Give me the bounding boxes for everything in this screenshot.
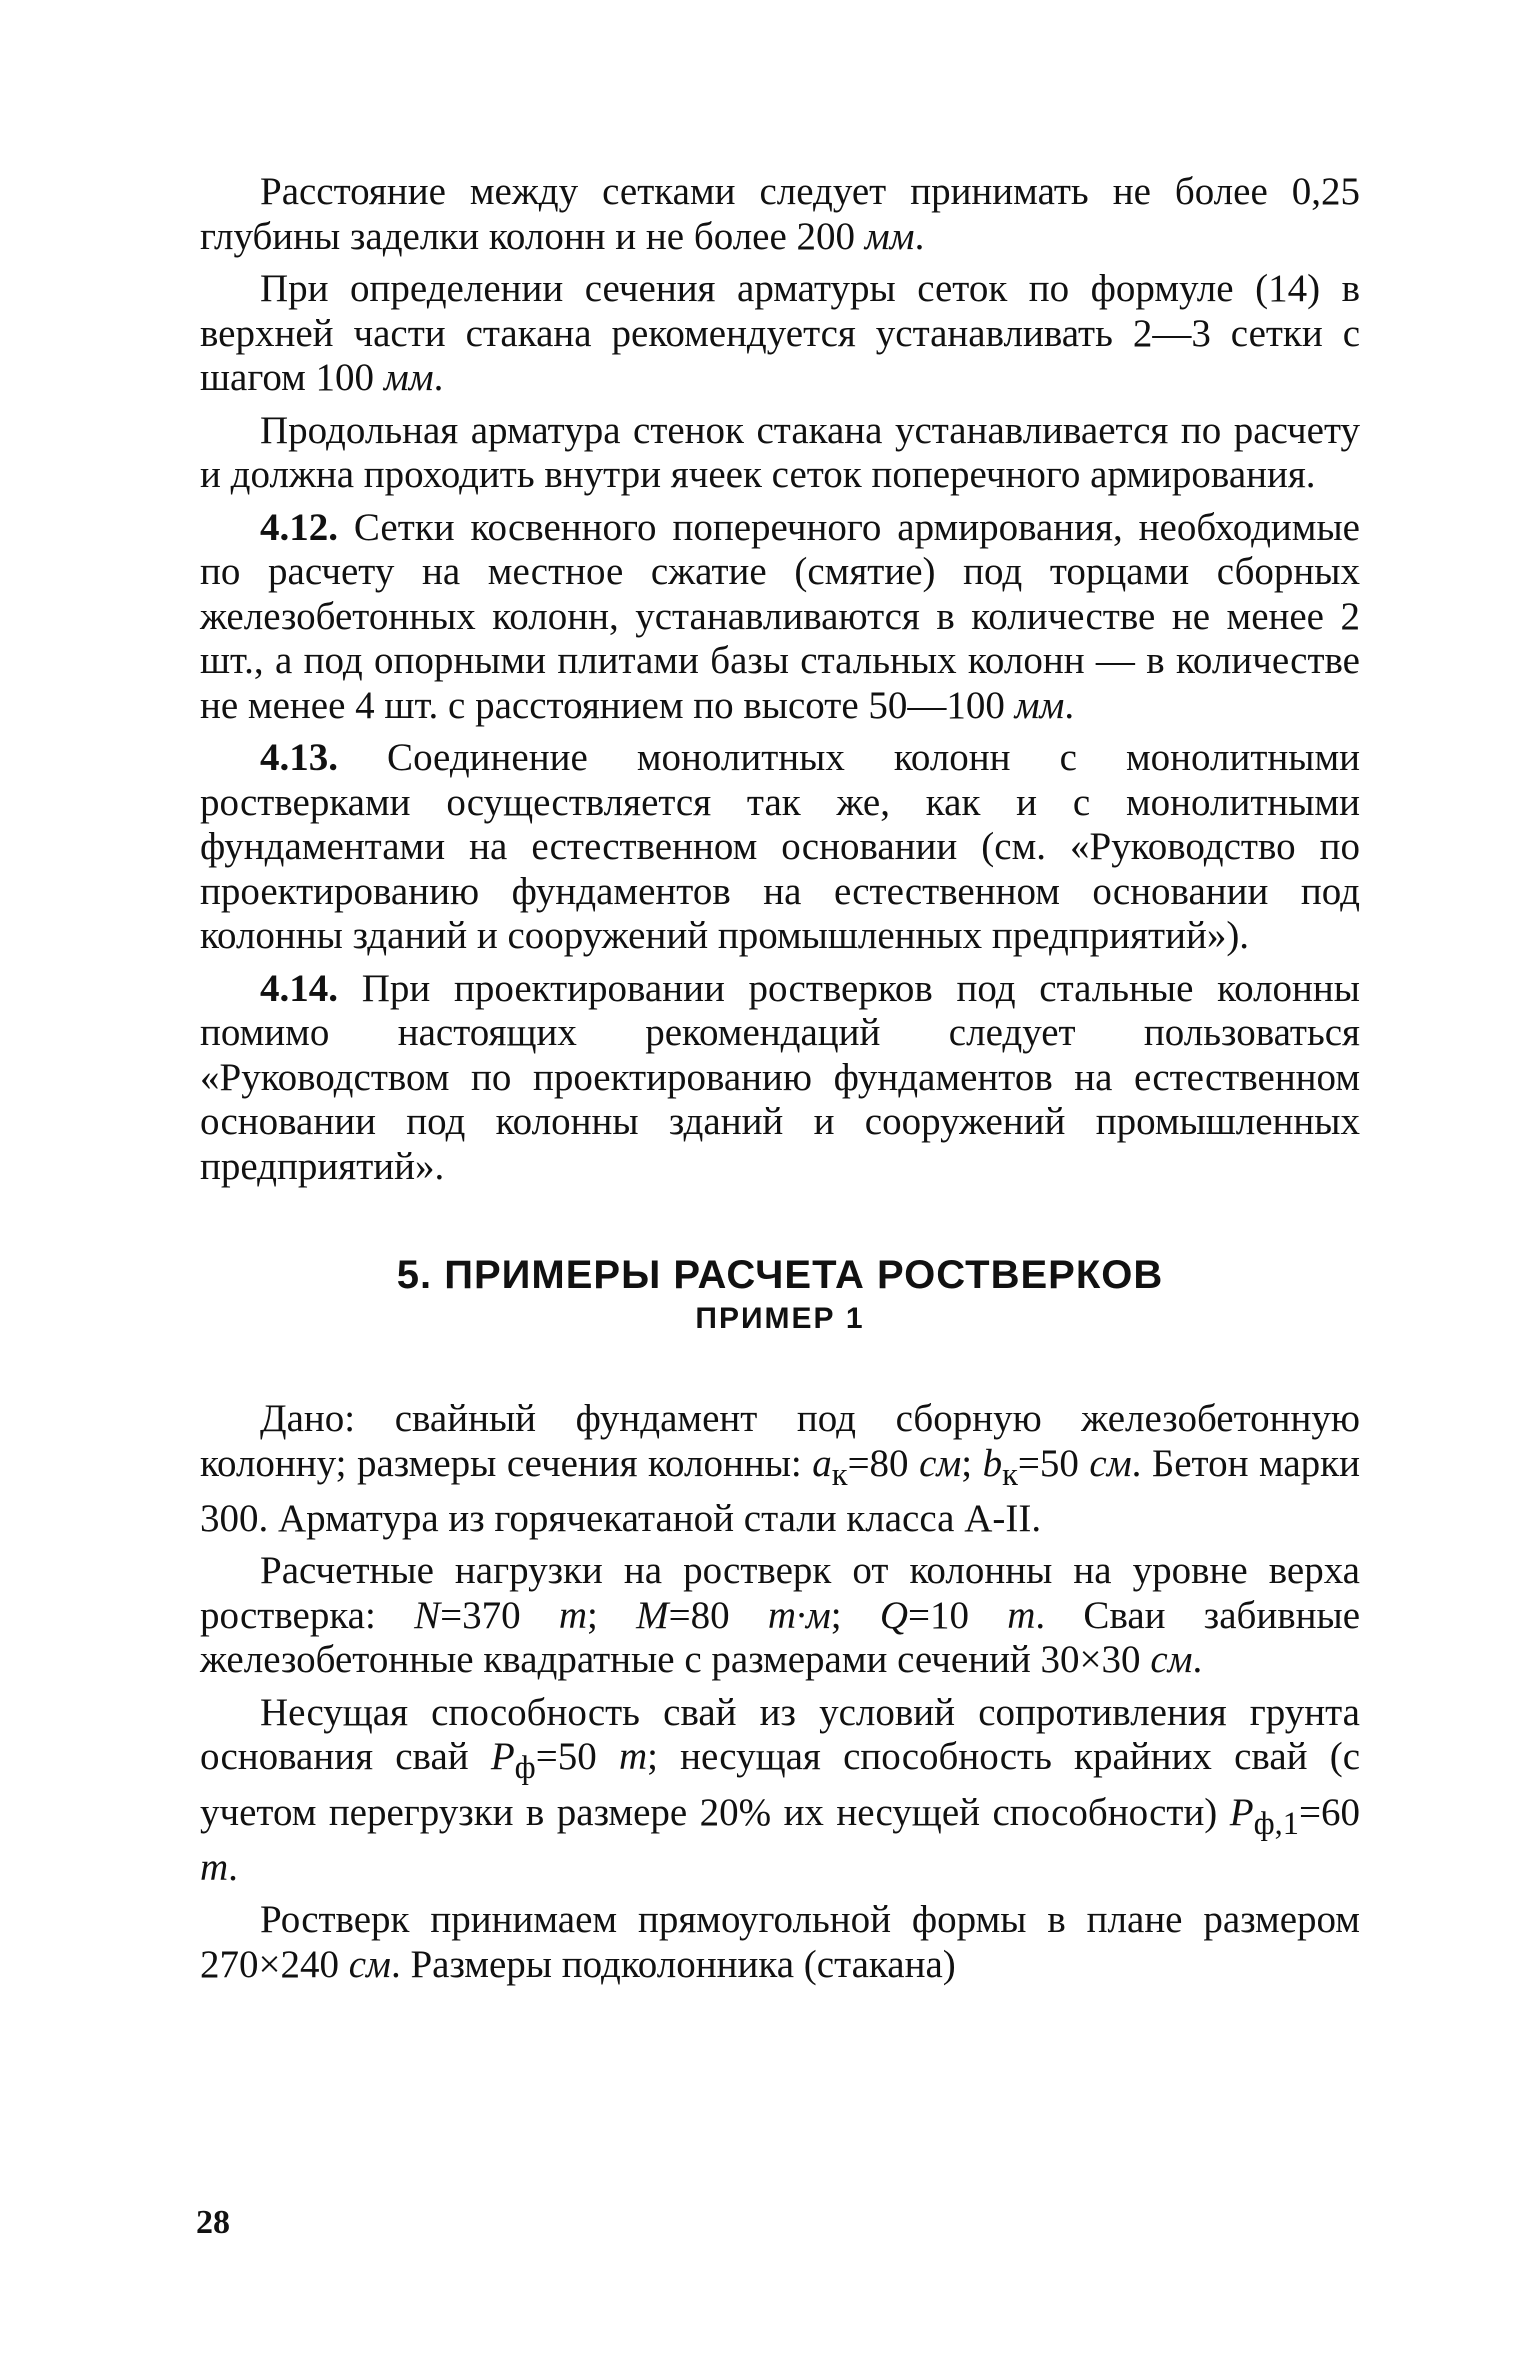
paragraph-grillage-shape: Ростверк принимаем прямоугольной формы в плане размером 270×240 см. Размеры подколонника (стакана)	[200, 1898, 1360, 1986]
document-page	[200, 170, 1360, 1995]
body-text	[200, 170, 1360, 1189]
page-number: 28	[196, 2204, 230, 2241]
paragraph-longitudinal-reinforcement: Продольная арматура стенок стакана устанавливается по расчету и должна проходить внутри ячеек сеток поперечного армирования.	[200, 408, 1360, 496]
paragraph-given: Дано: свайный фундамент под сборную железобетонную колонну; размеры сечения колонны: $а_к=80$ см; $b_к=50$ см. Бетон марки 300. Арматура из горячекатаной стали класса А-II.	[200, 1397, 1361, 1540]
section-title: 5. ПРИМЕРЫ РАСЧЕТА РОСТВЕРКОВ	[396, 1253, 1164, 1297]
paragraph-grid-spacing: Расстояние между сетками следует принимать не более 0,25 глубины заделки колонн и не более 200 мм.	[200, 170, 1360, 258]
paragraph-4-13: 4.13. Соединение монолитных колонн с монолитными ростверками осуществляется так же, как и с монолитными фундаментами на естественном основании (см. «Руководство по проектированию фундаментов на естественном основании под колонны зданий и сооружений промышленных предприятий»).	[200, 736, 1360, 957]
example-text	[200, 1397, 1360, 1987]
paragraph-pile-capacity: Несущая способность свай из условий сопротивления грунта основания свай $P_ф=50$ т; несущая способность крайних свай (с учетом перегрузки в размере 20% их несущей способности) $P_{ф,1}=60$ т.	[200, 1690, 1361, 1889]
paragraph-4-14: 4.14. При проектировании ростверков под стальные колонны помимо настоящих рекомендаций следует пользоваться «Руководством по проектированию фундаментов на естественном основании под колонны зданий и сооружений промышленных предприятий».	[200, 966, 1360, 1188]
example-title: ПРИМЕР 1	[695, 1302, 865, 1335]
paragraph-loads: Расчетные нагрузки на ростверк от колонны на уровне верха ростверка: N=370 т; M=80 т·м; Q=10 т. Сваи забивные железобетонные квадратные с размерами сечений 30×30 см.	[200, 1549, 1361, 1682]
paragraph-grid-section: При определении сечения арматуры сеток по формуле (14) в верхней части стакана рекомендуется устанавливать 2—3 сетки с шагом 100 мм.	[200, 267, 1360, 399]
paragraph-4-12: 4.12. Сетки косвенного поперечного армирования, необходимые по расчету на местное сжатие (смятие) под торцами сборных железобетонных колонн, устанавливаются в количестве не менее 2 шт., а под опорными плитами базы стальных колонн — в количестве не менее 4 шт. с расстоянием по высоте 50—100 мм.	[200, 505, 1360, 727]
